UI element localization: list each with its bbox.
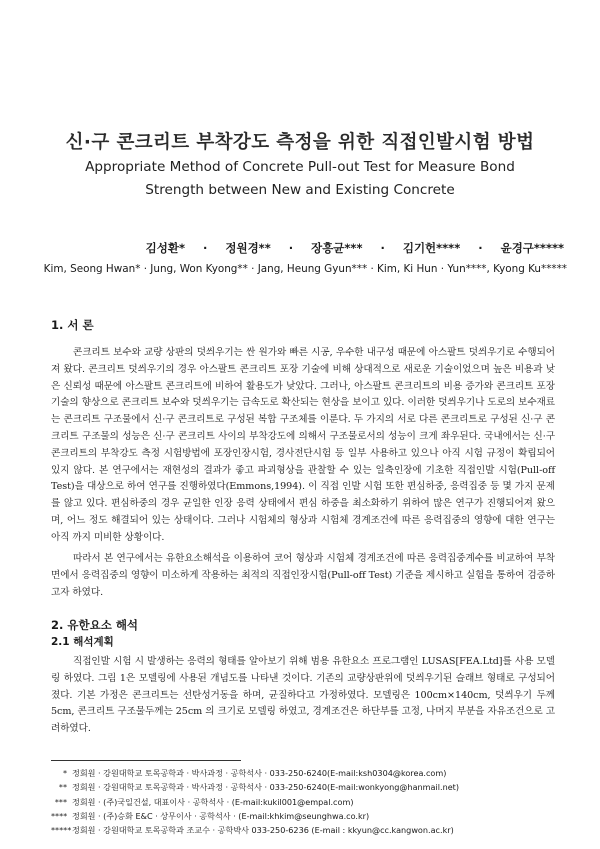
footnote-mark: **** [51,810,68,821]
footnote-mark: ** [58,782,67,793]
footnote-divider [51,760,241,761]
footnote-text: 정회원 · (주)국일건설, 대표이사 · 공학석사 · (E-mail:kukil001@empal.com) [72,796,354,807]
title-korean: 신·구 콘크리트 부착강도 측정을 위한 직접인발시험 방법 [65,132,535,153]
title-english-line1: Appropriate Method of Concrete Pull-out Test for Measure Bond [85,159,515,175]
footnote-mark: * [62,768,67,778]
footnote-item [51,766,571,780]
section2-subheading: 2.1 해석계획 [51,636,114,648]
title-english-line2: Strength between New and Existing Concrete [145,182,455,198]
section1-paragraph1: 콘크리트 보수와 교량 상판의 덧씌우기는 싼 원가와 빠른 시공, 우수한 내구성 때문에 아스팔트 덧씌우기로 수행되어져 왔다. 콘크리트 덧씌우기의 경우 아스팔트 콘크리트 포장 기술에 비해 상대적으로 새로운 기술이었으며 높은 비용과 낮은 신뢰성 때문에 아스팔트 콘크리트에 비하여 활용도가 낮았다. 그러나, 아스팔트 콘크리트의 비용 증가와 콘크리트 포장 기술의 향상으로 콘크리트 보수와 덧씌우기는 급속도로 확산되는 현상을 보이고 있다. 이러한 덧씌우기나 도로의 보수재료는 콘크리트 구조물에서 신·구 콘크리트로 구성된 복합 구조체를 이룬다. 두 가지의 서로 다른 콘크리트로 구성된 신·구 콘크리트 구조물의 성능은 신·구 콘크리트 사이의 부착강도에 의해서 구조물로서의 성능이 크게 좌우된다. 국내에서는 신·구 콘크리트의 부착강도 측정 시험방법에 포장인장시험, 경사전단시험 등 일부 사용하고 있으나 아직 시험 규정이 확립되어 있지 않다. 본 연구에서는 재현성의 결과가 좋고 파괴형상을 관찰할 수 있는 일축인장에 기초한 직접인발 시험(Pull-off Test)을 대상으로 하여 연구를 진행하였다(Emmons,1994). 이 직접 인발 시험 또한 편심하중, 응력집중 등 몇 가지 문제를 않고 있다. 편심하중의 경우 균일한 인장 응력 상태에서 편심 하중을 최소화하기 위하여 많은 연구가 진행되어져 왔으며, 어느 정도 해결되어 있는 상태이다. 그러나 시험체의 형상과 시험체 경계조건에 따른 응력집중의 영향에 대한 연구는 아직 까지 미비한 상황이다. [51,347,555,543]
footnote-item [51,823,571,837]
section2-heading: 2. 유한요소 해석 [51,618,139,632]
footnote-text: 정회원 · 강원대학교 토목공학과 · 박사과정 · 공학석사 · 033-250-6240(E-mail:ksh0304@korea.com) [72,768,447,778]
footnote-mark: ***** [51,825,72,836]
footnote-text: 정회원 · 강원대학교 토목공학과 · 박사과정 · 공학석사 · 033-250-6240(E-mail:wonkyong@hanmail.net) [72,782,460,793]
authors-english: Kim, Seong Hwan* · Jung, Won Kyong** · Jang, Heung Gyun*** · Kim, Ki Hun · Yun****, Kyong Ku***** [43,263,567,275]
section1-heading: 1. 서 론 [51,318,94,332]
footnote-item [51,809,571,823]
footnote-text: 정회원 · (주)승화 E&C · 상무이사 · 공학석사 · (E-mail:khkim@seunghwa.co.kr) [72,810,370,821]
footnotes [51,766,571,837]
footnote-text: 정회원 · 강원대학교 토목공학과 조교수 · 공학박사 033-250-6236 (E-mail : kkyun@cc.kangwon.ac.kr) [72,825,454,836]
footnote-mark: *** [54,796,67,807]
footnote-item [51,780,571,794]
footnote-item [51,795,571,809]
authors-korean: 김성환* · 정원경** · 장흥균*** · 김기헌**** · 윤경구***** [145,241,564,255]
section1-paragraph2: 따라서 본 연구에서는 유한요소해석을 이용하여 코어 형상과 시험체 경계조건에 따른 응력집중계수를 비교하여 부착면에서 응력집중의 영향이 미소하게 작용하는 최적의 직접인장시험(Pull-off Test) 기준을 제시하고 실험을 통하여 검증하고자 하였다. [51,553,555,598]
section2-paragraph1: 직접인발 시험 시 발생하는 응력의 형태를 알아보기 위해 범용 유한요소 프로그램인 LUSAS[FEA.Ltd]를 사용 모델링 하였다. 그림 1은 모델링에 사용된 개념도를 나타낸 것이다. 기존의 교량상판위에 덧씌우기된 슬래브 형태로 구성되어 졌다. 기본 가정은 콘크리트는 선탄성거동을 하며, 균질하다고 가정하였다. 모델링은 100cm×140cm, 덧씌우기 두께 5cm, 콘크리트 구조물두께는 25cm 의 크기로 모델링 하였고, 경계조건은 하단부를 고정, 나머지 부분을 자유조건으로 고려하였다. [51,656,555,735]
